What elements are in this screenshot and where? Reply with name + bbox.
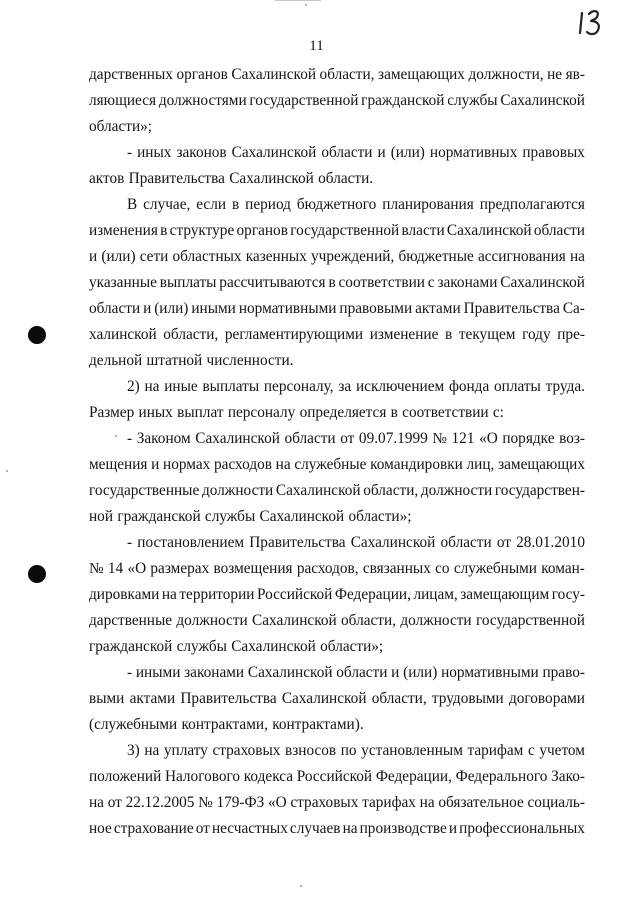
text-line: - Законом Сахалинской области от 09.07.1999 № 121 «О порядке воз-: [127, 430, 585, 447]
text-line: на от 22.12.2005 № 179-ФЗ «О страховых тарифах на обязательное социаль-: [89, 794, 585, 811]
text-line: дарственных органов Сахалинской области, замещающих должности, не яв-: [89, 66, 585, 83]
body-text: [89, 62, 585, 842]
text-line: области»;: [89, 118, 153, 135]
text-line: ной гражданской службы Сахалинской области»;: [89, 508, 412, 525]
text-line: № 14 «О размерах возмещения расходов, связанных со служебными коман-: [89, 560, 585, 577]
text-line: дельной штатной численности.: [89, 352, 294, 369]
scan-speck: [6, 470, 8, 472]
text-line: положений Налогового кодекса Российской Федерации, Федерального Зако-: [89, 768, 585, 785]
text-line: ляющиеся должностями государственной гражданской службы Сахалинской: [89, 92, 585, 109]
text-line: халинской области, регламентирующими изменение в текущем году пре-: [89, 326, 585, 343]
text-line: области и (или) иными нормативными правовыми актами Правительства Са-: [89, 300, 585, 317]
text-line: указанные выплаты рассчитываются в соответствии с законами Сахалинской: [89, 274, 585, 291]
text-line: и (или) сети областных казенных учреждений, бюджетные ассигнования на: [89, 248, 585, 265]
text-line: 3) на уплату страховых взносов по установленным тарифам с учетом: [127, 742, 585, 759]
text-line: изменения в структуре органов государственной власти Сахалинской области: [89, 222, 585, 239]
handwritten-page-mark: [576, 4, 606, 38]
text-line: гражданской службы Сахалинской области»;: [89, 638, 384, 655]
hole-punch-mark: [28, 326, 46, 344]
text-line: - иных законов Сахалинской области и (или) нормативных правовых: [127, 144, 585, 161]
text-line: дировками на территории Российской Федерации, лицам, замещающим госу-: [89, 586, 585, 603]
text-line: В случае, если в период бюджетного планирования предполагаются: [127, 196, 585, 213]
page-number: 11: [309, 38, 324, 54]
scan-speck: [300, 885, 302, 887]
scan-speck: [305, 4, 307, 6]
text-line: Размер иных выплат персоналу определяется в соответствии с:: [89, 404, 504, 421]
text-line: актов Правительства Сахалинской области.: [89, 170, 374, 187]
text-line: - постановлением Правительства Сахалинской области от 28.01.2010: [127, 534, 585, 551]
text-line: - иными законами Сахалинской области и (или) нормативными право-: [127, 664, 585, 681]
text-line: дарственные должности Сахалинской области, должности государственной: [89, 612, 585, 629]
scan-artifact-line: [275, 0, 321, 1]
text-line: выми актами Правительства Сахалинской области, трудовыми договорами: [89, 690, 585, 707]
text-line: государственные должности Сахалинской области, должности государствен-: [89, 482, 585, 499]
text-line: 2) на иные выплаты персоналу, за исключением фонда оплаты труда.: [127, 378, 585, 395]
text-line: ное страхование от несчастных случаев на производстве и профессиональных: [89, 820, 585, 837]
text-line: (служебными контрактами, контрактами).: [89, 716, 364, 733]
hole-punch-mark: [28, 565, 46, 583]
text-line: мещения и нормах расходов на служебные командировки лиц, замещающих: [89, 456, 585, 473]
